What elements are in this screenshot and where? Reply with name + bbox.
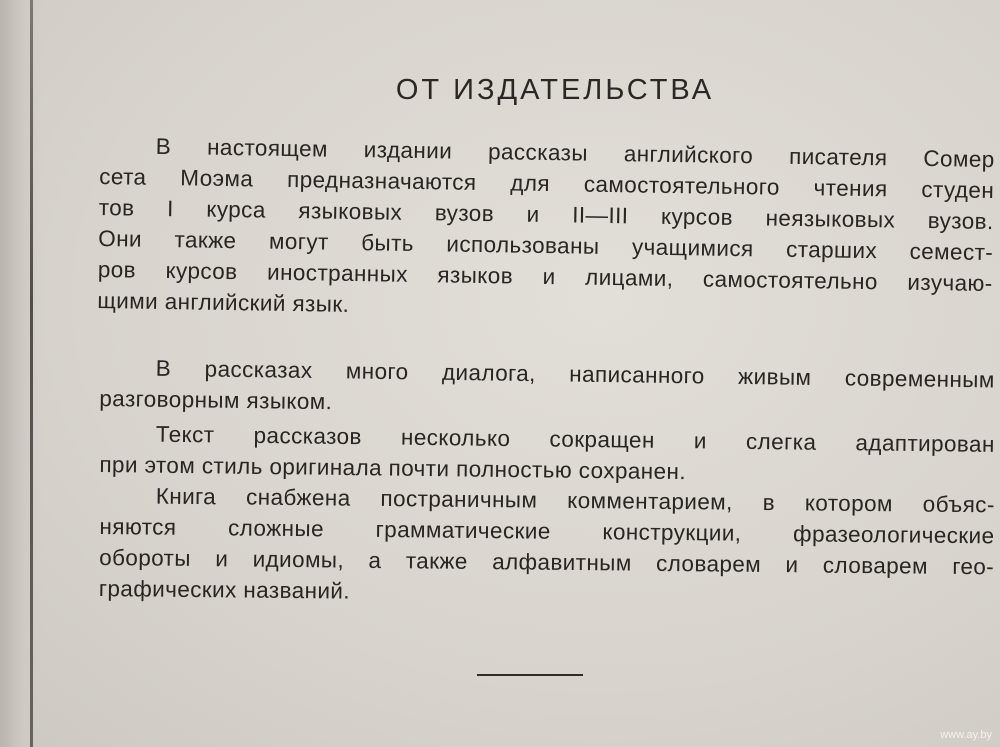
text-line: Текст рассказов несколько сокращен и слегка адаптирован [155,421,995,457]
text-line: ров курсов иностранных языков и лицами, самостоятельно изучаю- [97,256,993,297]
text-line: няются сложные грамматические конструкции, фразеологические [99,513,995,549]
page-title: ОТ ИЗДАТЕЛЬСТВА [395,74,715,106]
text-line: тов I курса языковых вузов и II—III курсов неязыковых вузов. [98,194,994,235]
paragraph-2 [99,352,995,426]
text-line: сета Моэма предназначаются для самостоятельного чтения студен [99,163,995,204]
text-line: графических названий. [98,575,351,604]
watermark: www.ay.by [940,729,992,741]
text-line: щими английский язык. [97,287,350,317]
text-line: разговорным языком. [99,385,333,415]
paragraph-4 [99,480,995,613]
text-line: В рассказах много диалога, написанного живым современным [155,355,995,393]
text-line: В настоящем издании рассказы английского писателя Сомер [155,133,995,173]
section-end-rule [477,674,583,676]
text-line: при этом стиль оригинала почти полностью сохранен. [99,451,687,485]
binding-edge [30,0,33,747]
binding-shadow [0,0,42,747]
text-line: Они также могут быть использованы учащимися старших семест- [98,225,994,266]
text-line: обороты и идиомы, а также алфавитным словарем и словарем гео- [99,544,995,580]
text-line: Книга снабжена постраничным комментарием, в котором объяс- [155,483,995,518]
paragraph-3 [99,418,995,491]
paragraph-1 [97,130,995,330]
